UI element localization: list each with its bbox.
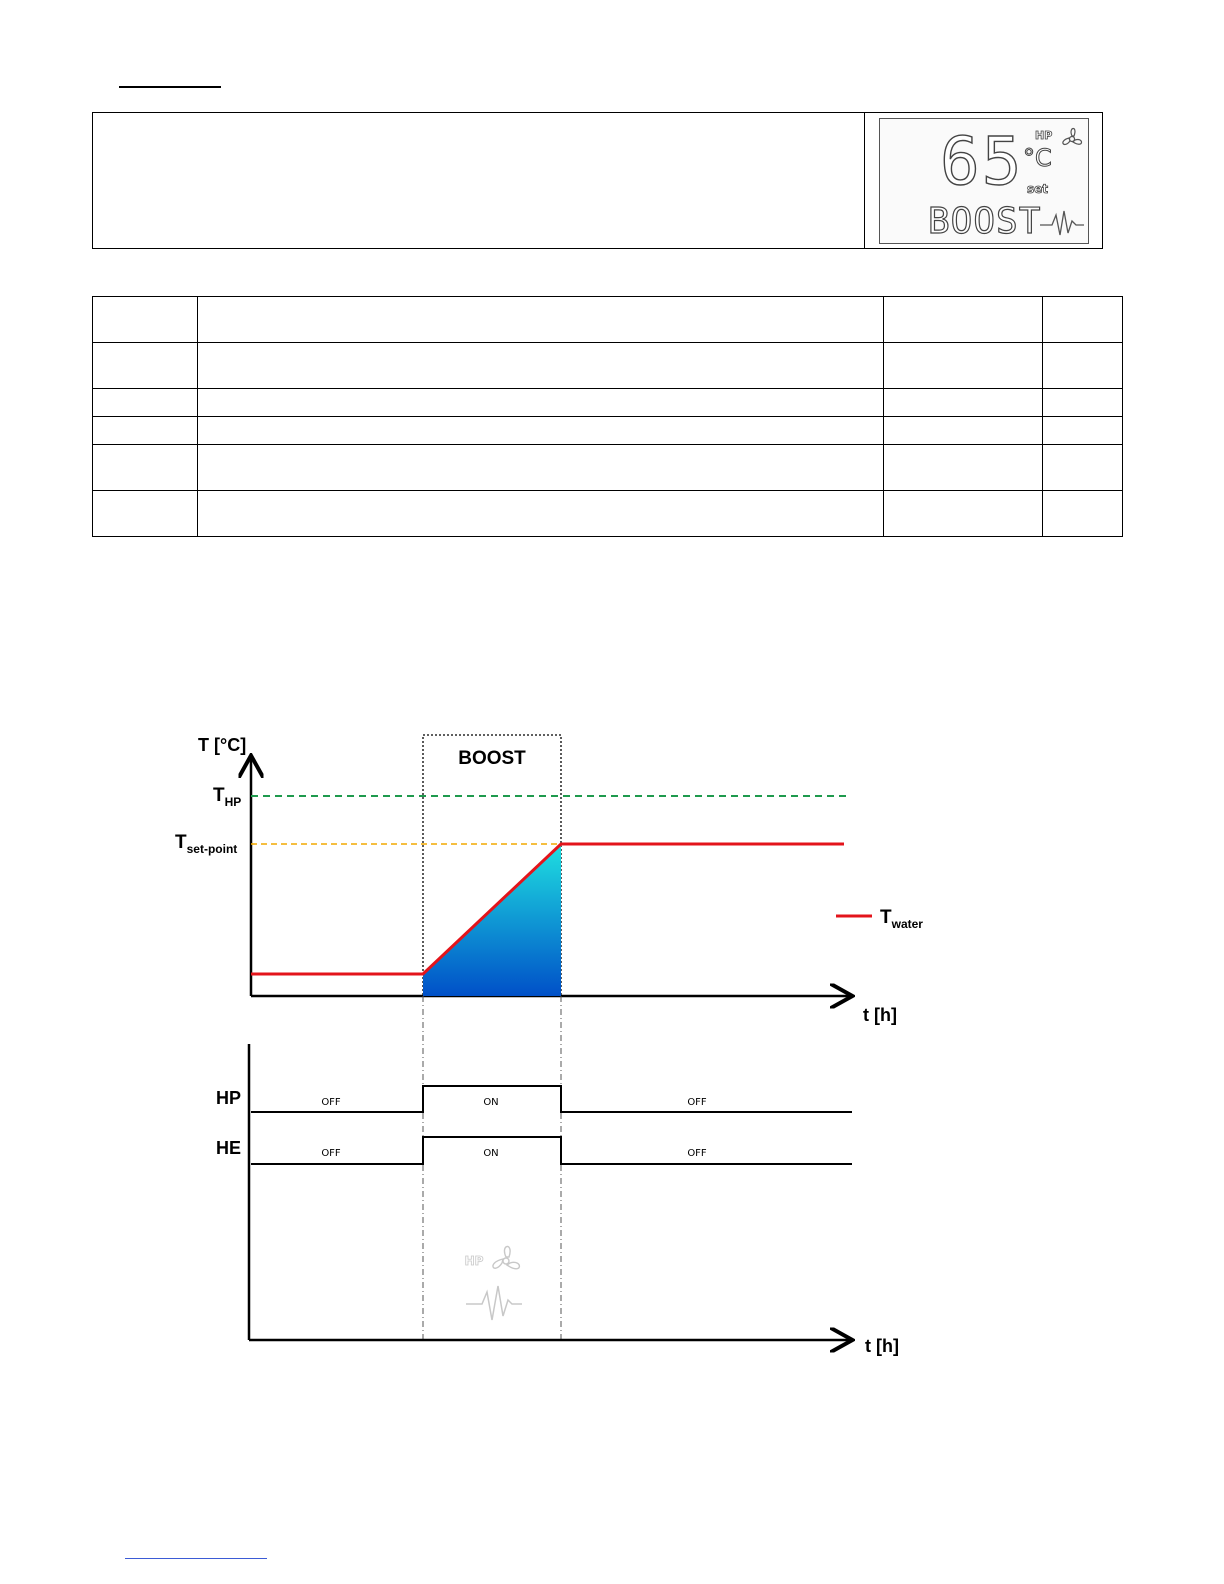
- he-state-on: ON: [483, 1148, 499, 1159]
- legend-main: T: [880, 907, 892, 928]
- lcd-temperature: 65: [940, 123, 1024, 200]
- hp-state-on: ON: [483, 1097, 499, 1108]
- hp-state-off-1: OFF: [321, 1097, 341, 1108]
- boost-label: BOOST: [458, 748, 526, 769]
- lcd-set-label: set: [1027, 182, 1049, 196]
- he-state-line: [251, 1137, 852, 1164]
- time-axis-label-top: t [h]: [863, 1005, 897, 1025]
- lcd-mode: BOOST: [928, 201, 1042, 242]
- t-setpoint-main: T: [175, 832, 187, 853]
- t-setpoint-label: [175, 832, 237, 856]
- t-hp-label: [213, 785, 241, 809]
- icon-hp-label: HP: [464, 1254, 484, 1268]
- legend-sub: water: [891, 917, 923, 931]
- hp-state-off-2: OFF: [687, 1097, 707, 1108]
- footer-link[interactable]: [125, 1558, 267, 1559]
- legend-label: [880, 907, 923, 931]
- time-axis-label-bottom: t [h]: [865, 1336, 899, 1356]
- t-hp-main: T: [213, 785, 225, 806]
- he-row-label: HE: [216, 1138, 242, 1158]
- hp-row-label: HP: [216, 1088, 242, 1108]
- hp-state-line: [251, 1086, 852, 1112]
- temp-axis-label: T [°C]: [198, 735, 247, 755]
- fan-icon-faint: [493, 1246, 519, 1268]
- boost-heating-area: [423, 844, 561, 996]
- lcd-unit: °C: [1023, 144, 1052, 172]
- t-hp-sub: HP: [224, 795, 242, 809]
- he-state-off-2: OFF: [687, 1148, 707, 1159]
- heating-element-icon-faint: [466, 1286, 522, 1320]
- he-state-off-1: OFF: [321, 1148, 341, 1159]
- t-setpoint-sub: set-point: [186, 842, 238, 856]
- lcd-hp-label: HP: [1035, 129, 1053, 142]
